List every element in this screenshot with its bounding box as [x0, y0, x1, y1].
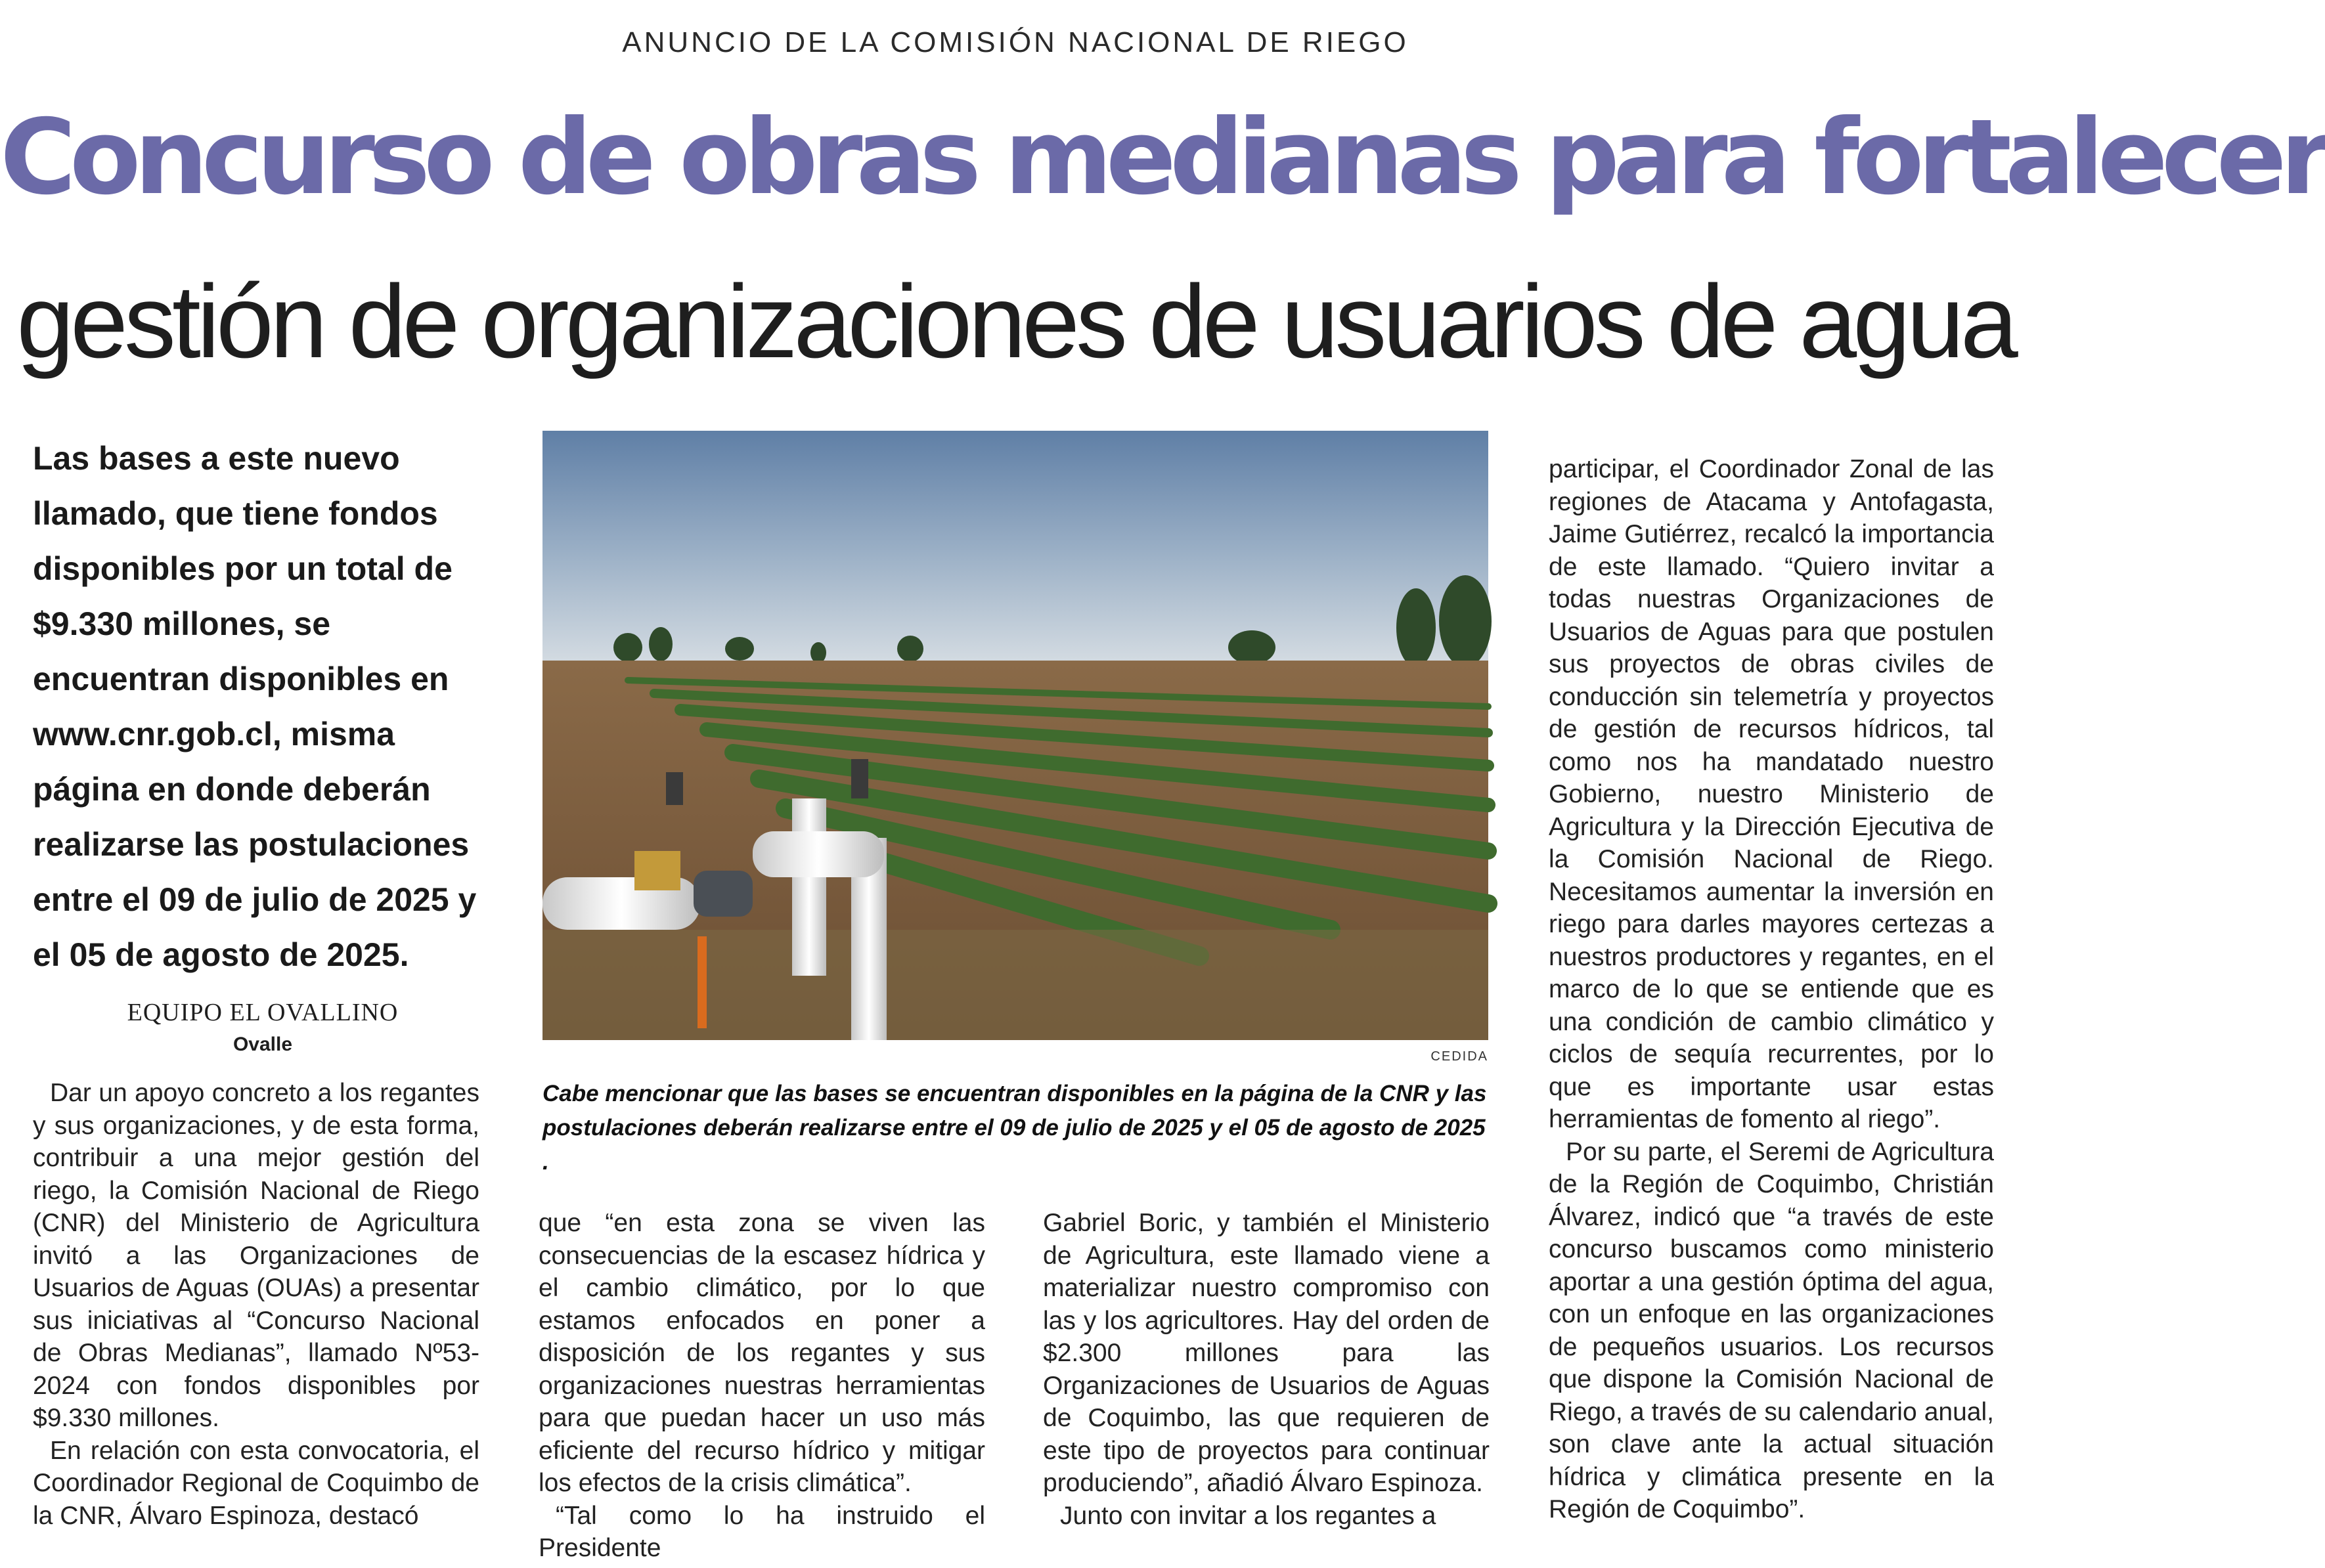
- photo-caption: Cabe mencionar que las bases se encuentran disponibles en la página de la CNR y las postulaciones deberán realizarse entre el 09 de julio de 2025 y el 05 de agosto de 2025 .: [542, 1081, 1487, 1175]
- headline-line-2: gestión de organizaciones de usuarios de agua: [16, 264, 2014, 380]
- body-paragraph: que “en esta zona se viven las consecuencias de la escasez hídrica y el cambio climático, por lo que estamos enfocados en poner a disposición de los regantes y sus organizaciones nuestras herramientas para que puedan hacer un uso más eficiente del recurso hídrico y mitigar los efectos de la crisis climática”.: [539, 1209, 985, 1497]
- sky: [542, 431, 1488, 667]
- byline-author: EQUIPO EL OVALLINO: [127, 999, 399, 1026]
- body-paragraph: En relación con esta convocatoria, el Coordinador Regional de Coquimbo de la CNR, Álvaro Espinoza, destacó: [33, 1436, 479, 1530]
- body-column-1: [33, 1077, 479, 1532]
- body-paragraph: Gabriel Boric, y también el Ministerio de Agricultura, este llamado viene a materializar nuestro compromiso con las y los agricultores. Hay del orden de $2.300 millones para las Organizaciones de Usuarios de Aguas de Coquimbo, las que requieren de este tipo de proyectos para continuar produciendo”, añadió Álvaro Espinoza.: [1043, 1209, 1490, 1497]
- section-kicker: ANUNCIO DE LA COMISIÓN NACIONAL DE RIEGO: [622, 26, 1409, 58]
- body-paragraph: Dar un apoyo concreto a los regantes y sus organizaciones, y de esta forma, contribuir a una mejor gestión del riego, la Comisión Nacional de Riego (CNR) del Ministerio de Agricultura invitó a las Organizaciones de Usuarios de Aguas (OUAs) a presentar sus iniciativas al “Concurso Nacional de Obras Medianas”, llamado Nº53-2024 con fondos disponibles por $9.330 millones.: [33, 1079, 479, 1432]
- body-column-4: [1549, 453, 1994, 1526]
- field-irrigation-photo: [542, 431, 1488, 1040]
- dry-grass: [542, 930, 1488, 1040]
- body-paragraph: participar, el Coordinador Zonal de las regiones de Atacama y Antofagasta, Jaime Gutiérrez, recalcó la importancia de este llamado. “Quiero invitar a todas nuestras Organizaciones de Usuarios de Aguas para que postulen sus proyectos de obras civiles de conducción sin telemetría y proyectos de gestión de recursos hídricos, tal como nos ha mandatado nuestro Gobierno, nuestro Ministerio de Agricultura y la Dirección Ejecutiva de la Comisión Nacional de Riego. Necesitamos aumentar la inversión en riego para darles mayores certezas a nuestros productores y regantes, en el marco de lo que se entiende que es una condición de cambio climático y ciclos de sequía recurrentes, por lo que es importante usar estas herramientas de fomento al riego”.: [1549, 455, 1994, 1133]
- lead-paragraph: Las bases a este nuevo llamado, que tiene fondos disponibles por un total de $9.330 millones, se encuentran disponibles en www.cnr.gob.cl, misma página en donde deberán realizarse las postulaciones entre el 09 de julio de 2025 y el 05 de agosto de 2025.: [33, 440, 477, 973]
- body-column-3: [1043, 1207, 1490, 1532]
- body-paragraph: “Tal como lo ha instruido el Presidente: [539, 1501, 985, 1562]
- body-paragraph: Junto con invitar a los regantes a: [1060, 1501, 1436, 1530]
- byline-location: Ovalle: [232, 1034, 293, 1055]
- body-column-2: [539, 1207, 985, 1565]
- photo-credit: CEDIDA: [1430, 1049, 1488, 1064]
- photo-illustration: [542, 431, 1488, 1040]
- body-paragraph: Por su parte, el Seremi de Agricultura de la Región de Coquimbo, Christián Álvarez, indicó que “a través de este concurso buscamos como ministerio aportar a una gestión óptima del agua, con un enfoque en las organizaciones de pequeños usuarios. Los recursos que dispone la Comisión Nacional de Riego, a través de su calendario anual, son clave ante la actual situación hídrica y climática presente en la Región de Coquimbo”.: [1549, 1137, 1994, 1523]
- headline-line-1: Concurso de obras medianas para fortalecer: [0, 97, 2325, 218]
